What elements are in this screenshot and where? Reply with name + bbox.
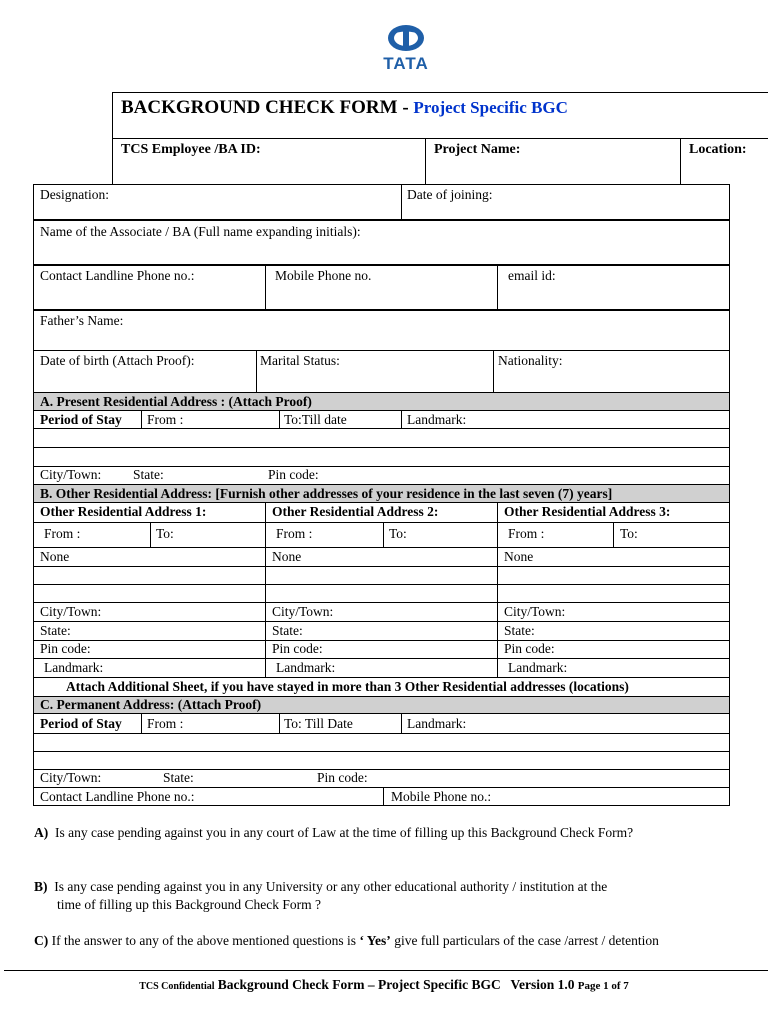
present-landmark-label: Landmark: xyxy=(407,412,467,427)
column-divider xyxy=(265,502,266,678)
question-a-label: A) xyxy=(34,825,49,840)
project-name-field[interactable] xyxy=(426,139,680,185)
permanent-to-label: To: Till Date xyxy=(284,716,353,731)
nationality-label: Nationality: xyxy=(498,353,563,368)
other-2-to-label: To: xyxy=(389,526,407,541)
designation-label: Designation: xyxy=(40,187,109,202)
permanent-pin-label: Pin code: xyxy=(317,770,368,785)
row-border xyxy=(33,751,730,752)
dob-label: Date of birth (Attach Proof): xyxy=(40,353,195,368)
row-border xyxy=(33,621,730,622)
question-c-text-post: give full particulars of the case /arrest / detention xyxy=(390,933,659,948)
permanent-mobile-label: Mobile Phone no.: xyxy=(391,789,492,804)
divider xyxy=(401,411,402,428)
row-border xyxy=(33,733,730,734)
other-2-value: None xyxy=(272,549,302,564)
other-address-1-heading: Other Residential Address 1: xyxy=(40,504,207,519)
row-border xyxy=(33,428,730,429)
other-3-city-label: City/Town: xyxy=(504,604,566,619)
question-b-label: B) xyxy=(34,879,48,894)
other-address-3-heading: Other Residential Address 3: xyxy=(504,504,671,519)
present-state-label: State: xyxy=(133,467,164,482)
other-3-to-label: To: xyxy=(620,526,638,541)
row-border xyxy=(33,713,730,714)
permanent-landmark-label: Landmark: xyxy=(407,716,467,731)
landline-label: Contact Landline Phone no.: xyxy=(40,268,195,283)
employee-id-label: TCS Employee /BA ID: xyxy=(121,142,261,157)
divider xyxy=(383,523,384,547)
row-border xyxy=(33,502,730,503)
divider xyxy=(256,351,257,392)
other-1-value: None xyxy=(40,549,70,564)
other-2-city-label: City/Town: xyxy=(272,604,334,619)
mobile-label: Mobile Phone no. xyxy=(275,268,372,283)
divider xyxy=(493,351,494,392)
location-field[interactable] xyxy=(681,139,768,185)
other-3-from-label: From : xyxy=(508,526,545,541)
section-a-title: A. Present Residential Address : (Attach Proof) xyxy=(40,394,312,409)
present-city-label: City/Town: xyxy=(40,467,102,482)
row-border xyxy=(33,584,730,585)
other-address-2-heading: Other Residential Address 2: xyxy=(272,504,439,519)
other-2-landmark-label: Landmark: xyxy=(276,660,336,675)
divider xyxy=(383,787,384,806)
form-subtitle: Project Specific BGC xyxy=(413,98,568,117)
location-label: Location: xyxy=(689,142,747,157)
question-b-text: Is any case pending against you in any University or any other educational authority / institution at the xyxy=(54,879,608,894)
row-border xyxy=(33,566,730,567)
divider xyxy=(150,523,151,547)
permanent-period-of-stay-label: Period of Stay xyxy=(40,716,122,731)
employee-id-field[interactable] xyxy=(113,139,425,185)
logo-text: TATA xyxy=(383,54,429,73)
column-divider xyxy=(497,502,498,678)
row-border xyxy=(33,787,730,788)
section-c-title: C. Permanent Address: (Attach Proof) xyxy=(40,697,262,712)
other-1-from-label: From : xyxy=(44,526,81,541)
row-border xyxy=(33,447,730,448)
row-border xyxy=(33,658,730,659)
footer-form-name: Background Check Form – Project Specific BGC xyxy=(217,977,501,992)
additional-sheet-note: Attach Additional Sheet, if you have stayed in more than 3 Other Residential addresses (locations) xyxy=(66,679,629,694)
footer-version: Version 1.0 xyxy=(510,977,575,992)
divider xyxy=(613,523,614,547)
question-b xyxy=(34,878,607,896)
divider xyxy=(141,411,142,428)
divider xyxy=(279,714,280,733)
divider xyxy=(141,714,142,733)
section-b-title: B. Other Residential Address: [Furnish other addresses of your residence in the last seven (7) years] xyxy=(40,486,613,501)
page-footer xyxy=(0,977,768,993)
father-name-label: Father’s Name: xyxy=(40,313,124,328)
other-3-landmark-label: Landmark: xyxy=(508,660,568,675)
other-3-value: None xyxy=(504,549,534,564)
present-from-label: From : xyxy=(147,412,184,427)
present-pin-label: Pin code: xyxy=(268,467,319,482)
question-c xyxy=(34,932,659,950)
row-border xyxy=(33,547,730,548)
row-border xyxy=(33,769,730,770)
tata-logo xyxy=(376,22,436,74)
title-dash: - xyxy=(397,97,414,118)
other-2-state-label: State: xyxy=(272,623,303,638)
other-1-landmark-label: Landmark: xyxy=(44,660,104,675)
row-border xyxy=(33,677,730,678)
question-c-text-pre: If the answer to any of the above mentioned questions is xyxy=(51,933,360,948)
row-border xyxy=(33,602,730,603)
period-of-stay-label: Period of Stay xyxy=(40,412,122,427)
permanent-state-label: State: xyxy=(163,770,194,785)
permanent-landline-label: Contact Landline Phone no.: xyxy=(40,789,195,804)
question-a xyxy=(34,824,633,842)
other-2-from-label: From : xyxy=(276,526,313,541)
divider xyxy=(279,411,280,428)
row-border xyxy=(33,522,730,523)
form-title-main: BACKGROUND CHECK FORM xyxy=(121,97,398,118)
present-to-label: To:Till date xyxy=(284,412,347,427)
divider xyxy=(497,266,498,310)
other-3-state-label: State: xyxy=(504,623,535,638)
other-1-state-label: State: xyxy=(40,623,71,638)
row-border xyxy=(33,309,730,311)
footer-confidential: TCS Confidential xyxy=(139,981,215,992)
row-border xyxy=(33,410,730,411)
email-label: email id: xyxy=(508,268,556,283)
question-a-text: Is any case pending against you in any court of Law at the time of filling up this Background Check Form? xyxy=(55,825,634,840)
divider xyxy=(401,184,402,220)
project-name-label: Project Name: xyxy=(434,142,521,157)
row-border xyxy=(33,219,730,221)
marital-status-label: Marital Status: xyxy=(260,353,340,368)
form-header xyxy=(112,92,768,185)
question-c-emphasis: ‘ Yes’ xyxy=(359,933,391,948)
divider xyxy=(265,266,266,310)
permanent-city-label: City/Town: xyxy=(40,770,102,785)
associate-name-label: Name of the Associate / BA (Full name expanding initials): xyxy=(40,224,361,239)
footer-page-number: Page 1 of 7 xyxy=(577,980,629,992)
other-1-city-label: City/Town: xyxy=(40,604,102,619)
divider xyxy=(401,714,402,733)
row-border xyxy=(33,264,730,266)
row-border xyxy=(33,350,730,351)
header-fields-row xyxy=(113,138,768,185)
question-b-text-line2: time of filling up this Background Check Form ? xyxy=(57,897,321,912)
row-border xyxy=(33,640,730,641)
form-title xyxy=(121,97,568,119)
other-3-pin-label: Pin code: xyxy=(504,641,555,656)
question-c-label: C) xyxy=(34,933,49,948)
other-2-pin-label: Pin code: xyxy=(272,641,323,656)
other-1-to-label: To: xyxy=(156,526,174,541)
footer-rule xyxy=(4,970,768,971)
permanent-from-label: From : xyxy=(147,716,184,731)
date-of-joining-label: Date of joining: xyxy=(407,187,493,202)
other-1-pin-label: Pin code: xyxy=(40,641,91,656)
